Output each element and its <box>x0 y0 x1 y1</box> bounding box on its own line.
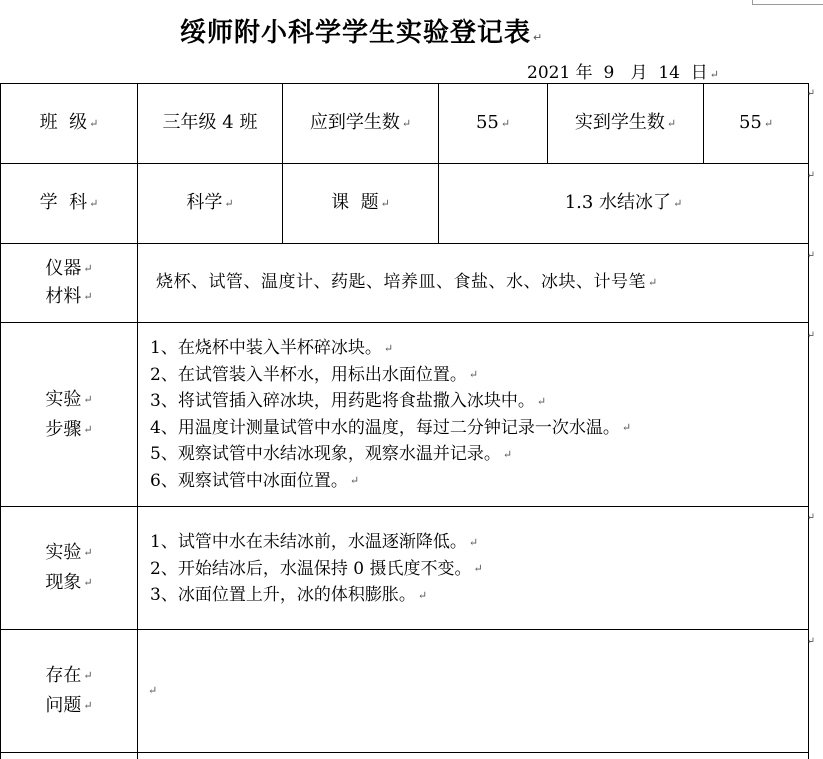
steps-label: 实验 ↵ 步骤 ↵ <box>45 388 93 440</box>
class-value: 三年级 4 班 <box>162 112 258 134</box>
edge-paragraph-mark-icon: ↵ <box>806 636 815 647</box>
list-item: 3、将试管插入碎冰块，用药匙将食盐撒入冰块中。 ↵ <box>150 391 547 411</box>
expected-students-label: 应到学生数 ↵ <box>309 112 412 134</box>
date-month: 9 <box>603 63 615 83</box>
edge-paragraph-mark-icon: ↵ <box>806 512 815 523</box>
problems-label: 存在 ↵ 问题 ↵ <box>45 665 93 716</box>
list-item: 6、观察试管中冰面位置。 ↵ <box>150 470 360 491</box>
list-item: 2、在试管装入半杯水，用标出水面位置。 ↵ <box>150 364 479 385</box>
list-item: 1、试管中水在未结冰前，水温逐渐降低。 ↵ <box>150 532 479 552</box>
list-item: 4、用温度计测量试管中水的温度，每过二分钟记录一次水温。 ↵ <box>150 417 632 438</box>
subject-value: 科学 ↵ <box>186 192 234 214</box>
date-year-unit: 年 <box>575 63 593 83</box>
table-rule <box>0 752 809 753</box>
date-day-unit: 日 <box>690 63 708 83</box>
edge-paragraph-mark-icon: ↵ <box>806 330 815 341</box>
materials-label: 仪器 ↵ 材料 ↵ <box>45 258 93 307</box>
topic-value: 1.3 水结冰了 ↵ <box>564 192 683 214</box>
materials-value: 烧杯、试管、温度计、药匙、培养皿、食盐、水、冰块、计号笔 ↵ <box>156 272 658 293</box>
table-border-right <box>808 83 809 759</box>
actual-students-label: 实到学生数 ↵ <box>574 112 677 134</box>
problems-value: ↵ <box>148 684 158 698</box>
list-item: 5、观察试管中水结冰现象，观察水温并记录。 ↵ <box>150 444 513 464</box>
paragraph-mark-icon: ↵ <box>533 31 544 44</box>
actual-students-value: 55 ↵ <box>738 112 774 134</box>
phenomena-list <box>138 507 808 629</box>
edge-paragraph-mark-icon: ↵ <box>806 88 815 99</box>
list-item: 3、冰面位置上升，冰的体积膨胀。 ↵ <box>150 585 428 605</box>
class-label: 班 级 ↵ <box>39 112 99 134</box>
page-title: 绥师附小科学学生实验登记表 ↵ <box>180 18 544 48</box>
date-day: 14 <box>658 63 680 83</box>
list-item: 1、在烧杯中装入半杯碎冰块。 ↵ <box>150 338 394 358</box>
steps-list <box>138 323 808 506</box>
topic-label: 课 题 ↵ <box>331 192 390 214</box>
date-month-unit: 月 <box>630 63 648 83</box>
phenomena-label: 实验 ↵ 现象 ↵ <box>45 542 93 593</box>
expected-students-value: 55 ↵ <box>475 112 511 134</box>
date-year: 2021 <box>527 63 571 83</box>
list-item: 2、开始结冰后，水温保持 0 摄氏度不变。 ↵ <box>150 558 483 579</box>
edge-paragraph-mark-icon: ↵ <box>806 170 815 181</box>
subject-label: 学 科 ↵ <box>39 192 99 214</box>
paragraph-mark-icon: ↵ <box>709 68 720 81</box>
edge-paragraph-mark-icon: ↵ <box>806 250 815 261</box>
